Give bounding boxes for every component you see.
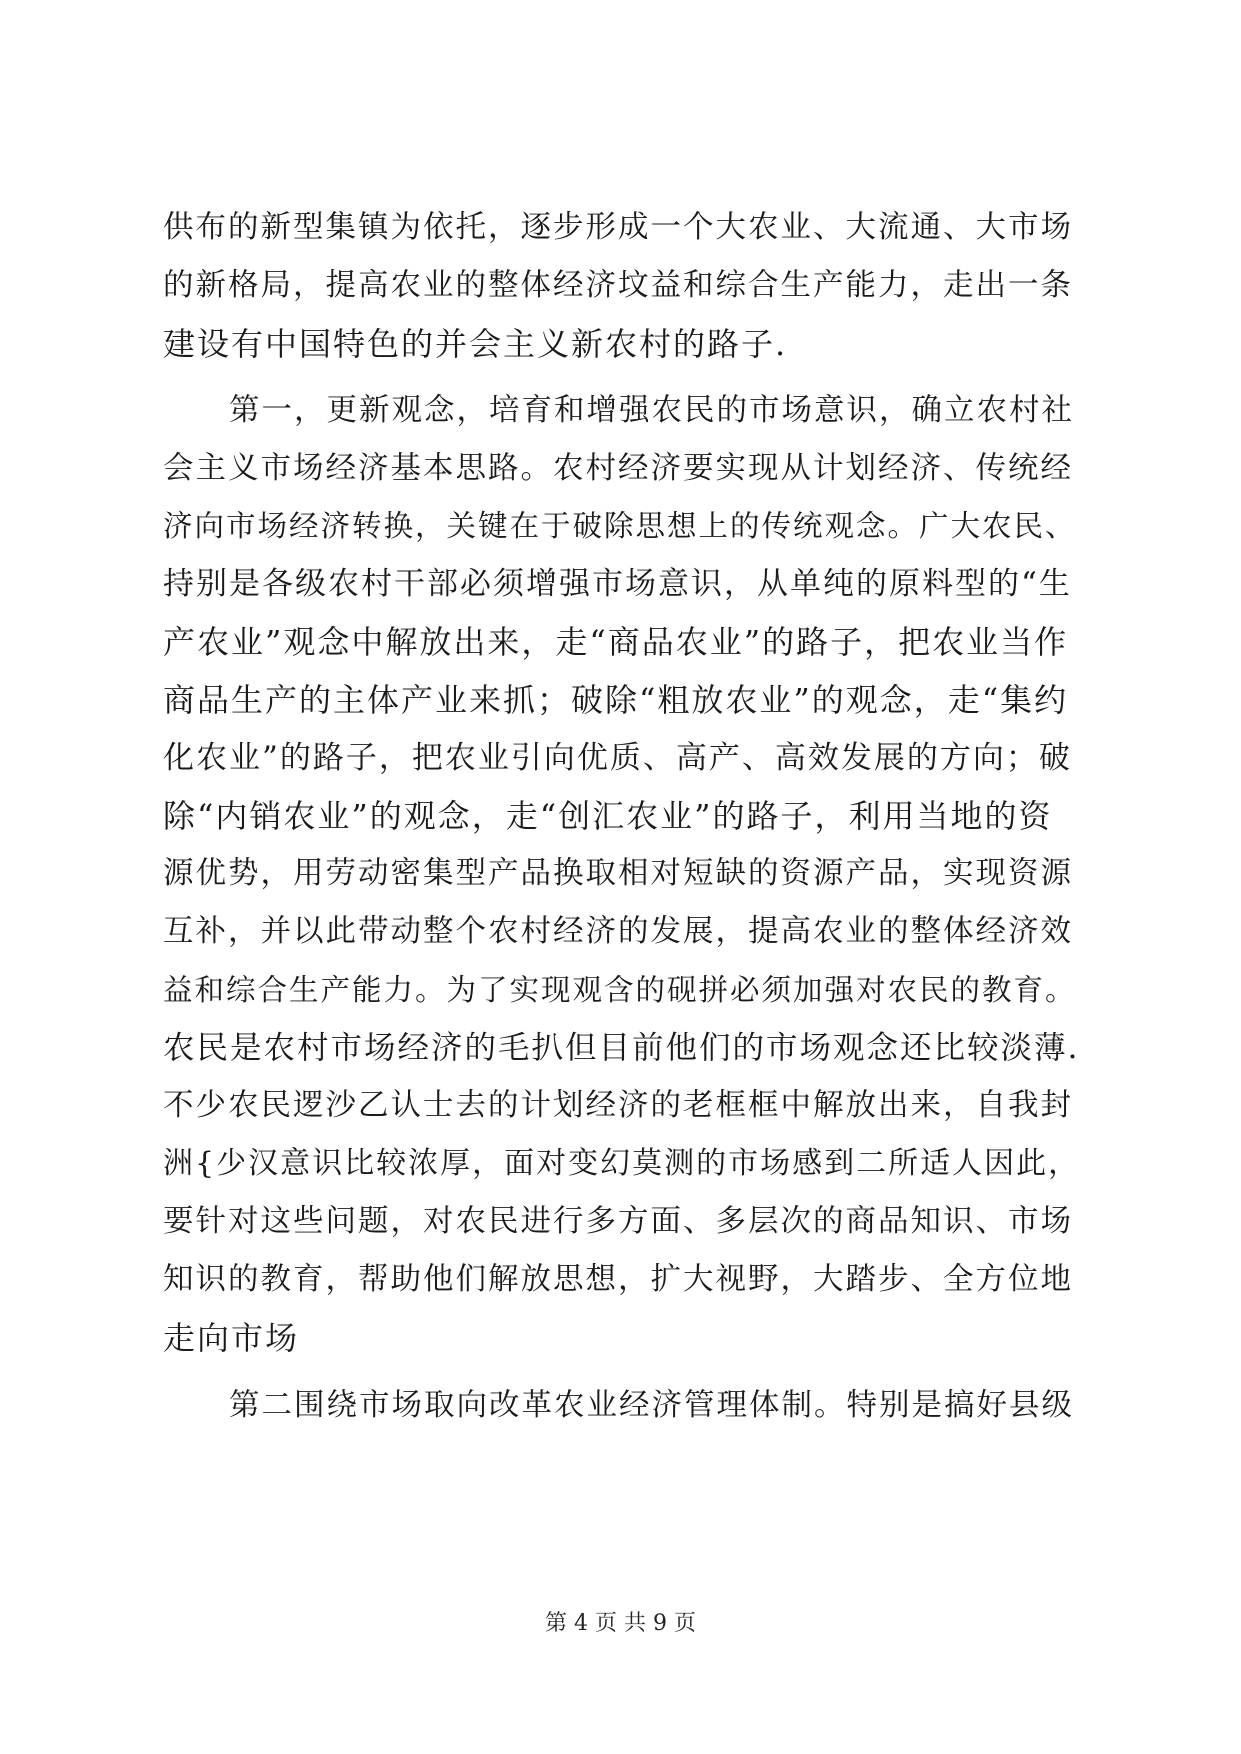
text-line: 的新格局，提高农业的整体经济坟益和综合生产能力，走出一条 (163, 268, 1073, 303)
text-line: 互补，并以此带动整个农村经济的发展，提高农业的整体经济效 (163, 914, 1073, 949)
text-line: 化农业”的路子，把农业引向优质、高产、高效发展的方向；破 (163, 740, 1072, 776)
text-line: 洲{少汉意识比较浓厚，面对变幻莫测的市场感到二所适人因此， (163, 1146, 1081, 1181)
text-line: 要针对这些问题，对农民进行多方面、多层次的商品知识、市场 (163, 1204, 1073, 1239)
text-line: 走向市场 (163, 1319, 300, 1357)
paragraph-first-line: 第二围绕市场取向改革农业经济管理体制。特别是搞好县级 (229, 1388, 1074, 1423)
text-line: 会主义市场经济基本思路。农村经济要实现从计划经济、传统经 (163, 451, 1073, 486)
text-line: 供布的新型集镇为依托，逐步形成一个大农业、大流通、大市场 (163, 210, 1073, 245)
text-line: 济向市场经济转换，关键在于破除思想上的传统观念。广大农民、 (163, 509, 1077, 543)
text-line: 源优势，用劳动密集型产品换取相对短缺的资源产品，实现资源 (163, 856, 1073, 891)
text-line: 建设有中国特色的并会主义新农村的路子. (163, 325, 788, 363)
text-line: 产农业”观念中解放出来，走“商品农业”的路子，把农业当作 (163, 623, 1069, 661)
text-line: 农民是农村市场经济的毛扒但目前他们的市场观念还比较淡薄. (163, 1030, 1080, 1066)
text-line: 除“内销农业”的观念，走“创汇农业”的路子，利用当地的资 (163, 797, 1053, 835)
page-number-footer: 第 4 页 共 9 页 (545, 1611, 696, 1636)
text-line: 商品生产的主体产业来抓；破除“粗放农业”的观念，走“集约 (163, 681, 1069, 719)
text-line: 益和综合生产能力。为了实现观含的砚拼必须加强对农民的教育。 (163, 973, 1077, 1007)
text-line: 不少农民逻沙乙认士去的计划经济的老框框中解放出来，自我封 (163, 1088, 1073, 1123)
text-line: 知识的教育，帮助他们解放思想，扩大视野，大踏步、全方位地 (163, 1262, 1073, 1297)
paragraph-first-line: 第一，更新观念，培育和增强农民的市场意识，确立农村社 (229, 393, 1074, 428)
text-line: 持别是各级农村干部必须增强市场意识，从单纯的原料型的“生 (163, 566, 1072, 602)
